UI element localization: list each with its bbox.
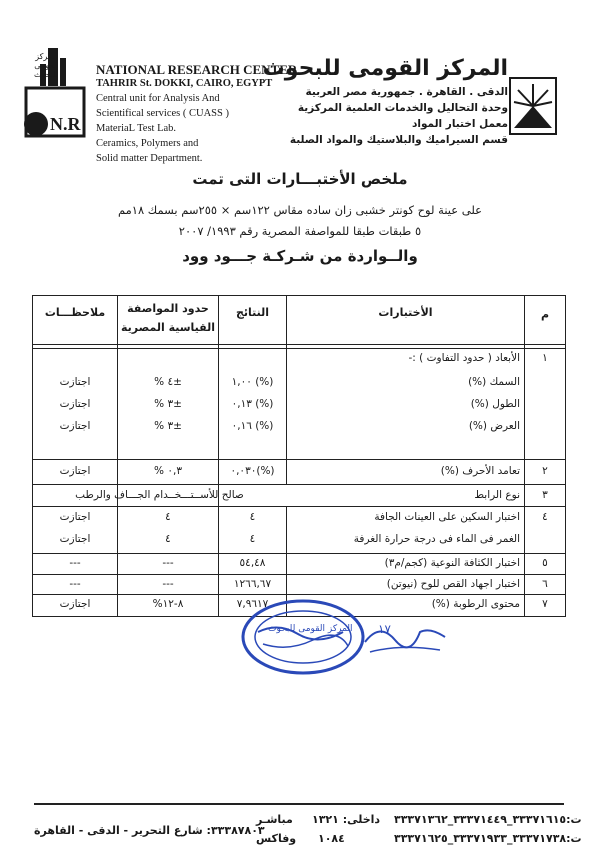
note: اجتازت <box>59 598 91 610</box>
dept-ar-line: قسم السيراميك والبلاستيك والمواد الصلبة <box>289 134 508 146</box>
extension-label: داخلى: <box>342 813 381 826</box>
test-result: ١٢٦٦,٦٧ <box>233 578 272 590</box>
results-table <box>32 295 566 617</box>
spec-limit: ±٤ % <box>154 376 182 388</box>
test-name: اختبار اجهاد القص للوح (نيوتن) <box>386 578 520 590</box>
standard-reference: ٥ طبقات طبقا للمواصفة المصرية رقم ١٩٩٣/ ٢٠٠٧ <box>178 224 422 238</box>
spec-limit: --- <box>162 578 174 590</box>
test-result: ٧,٩٦١٧ <box>236 598 269 610</box>
official-stamp <box>238 592 368 682</box>
header-limits: حدود المواصفة <box>127 302 209 315</box>
test-name: الأبعاد ( حدود التفاوت ) :- <box>408 352 520 364</box>
test-result: ٤ <box>249 533 256 545</box>
row-num: ٣ <box>542 489 548 501</box>
row-num: ٧ <box>542 598 548 610</box>
spec-limit: ٠,٣ % <box>154 465 182 477</box>
address-en: TAHRIR St. DOKKI, CAIRO, EGYPT <box>96 78 273 89</box>
note: اجتازت <box>59 533 91 545</box>
row-num: ٤ <box>542 511 548 523</box>
logo-arabic-text <box>34 52 58 79</box>
footer-direct-label: مباشـر <box>256 813 293 826</box>
center-name-en: NATIONAL RESEARCH CENTER <box>96 62 298 77</box>
stamp-text: المركز القومى للبحوث <box>268 624 353 634</box>
header-notes: ملاحظـــات <box>44 306 106 319</box>
row-num: ٦ <box>542 578 548 590</box>
lab-ar-line: معمل اختبار المواد <box>411 118 508 130</box>
note: --- <box>69 557 81 569</box>
company-line: والــواردة من شـركـة جـــود وود <box>182 247 418 265</box>
sample-description: على عينة لوح كونتر خشبى زان ساده مقاس ١٢٢سم × ٢٥٥سم بسمك ١٨مم <box>117 203 483 217</box>
header-limits: القياسية المصرية <box>120 321 215 334</box>
test-name: السمك (%) <box>468 376 520 388</box>
test-result: (%) ٠,١٦ <box>231 420 274 432</box>
spec-limit: --- <box>162 557 174 569</box>
note: اجتازت <box>59 398 91 410</box>
logo-text-line: للبحوث <box>34 70 59 79</box>
note: اجتازت <box>59 465 91 477</box>
test-result: ٥٤,٤٨ <box>239 557 266 569</box>
test-name: العرض (%) <box>468 420 520 432</box>
extension-value: ١٣٢١ <box>312 813 339 826</box>
note: اجتازت <box>59 511 91 523</box>
footer-address: ٣٣٣٨٧٨٠٣: شارع التحرير - الدقى - القاهرة <box>34 824 265 837</box>
footer-phones-2: ت:٣٣٣٧١٧٣٨_٣٣٣٧١٩٣٣_٣٣٣٧١٦٢٥ <box>394 832 582 845</box>
footer-extension <box>312 813 380 826</box>
svg-text:N.R: N.R <box>50 114 81 134</box>
row-num: ٥ <box>542 557 548 569</box>
test-result: (%)٠,٠٣٠ <box>230 465 275 477</box>
lab-en-line: MateriaL Test Lab. <box>96 123 177 134</box>
test-name: نوع الرابط <box>474 489 520 501</box>
spec-limit: ٤ <box>165 511 171 523</box>
unit-en-line: Central unit for Analysis And <box>96 93 220 104</box>
spec-limit: ±٣ % <box>154 398 182 410</box>
binder-result: صالح للأســتـــخــدام الجـــاف والرطب <box>75 489 244 501</box>
header-tests: الأختبارات <box>378 306 433 319</box>
test-name: اختبار الكثافة النوعية (كجم/م٣) <box>384 557 520 569</box>
signature-number: ١٧ <box>378 622 391 636</box>
unit-en-line: Scientifical services ( CUASS ) <box>96 108 229 119</box>
logo-text-line: المركز <box>35 52 58 61</box>
footer-phones-1: ت:٣٣٣٧١٦١٥_٣٣٣٧١٤٤٩_٣٣٣٧١٣٦٢ <box>394 813 582 826</box>
lab-emblem-icon <box>508 76 558 136</box>
note: --- <box>69 578 81 590</box>
footer-fax-ext: ١٠٨٤ <box>318 832 345 845</box>
spec-limit: ٤ <box>165 533 171 545</box>
test-result: (%) ٠,١٣ <box>231 398 274 410</box>
test-name: الطول (%) <box>470 398 520 410</box>
note: اجتازت <box>59 420 91 432</box>
footer-divider <box>34 803 564 805</box>
dept-en-line: Solid matter Department. <box>96 153 203 164</box>
address-ar: الدقى . القاهرة . جمهورية مصر العربية <box>305 86 508 98</box>
test-result: ٤ <box>249 511 256 523</box>
test-result: (%) ١,٠٠ <box>231 376 274 388</box>
center-name-ar: المركز القومى للبحوث <box>262 56 508 81</box>
test-name: الغمر فى الماء فى درجة حرارة الغرفة <box>353 533 520 545</box>
signature <box>360 612 450 662</box>
dept-en-line: Ceramics, Polymers and <box>96 138 199 149</box>
row-num: ٢ <box>542 465 548 477</box>
footer-fax-label: وفاكس <box>256 832 297 845</box>
header-results: النتائج <box>235 306 270 319</box>
document-title: ملخص الأختبـــارات التى تمت <box>192 170 408 188</box>
spec-limit: ±٣ % <box>154 420 182 432</box>
header-num: م <box>540 308 550 321</box>
test-name: تعامد الأحرف (%) <box>440 465 520 477</box>
unit-ar-line: وحدة التحاليل والخدمات العلمية المركزية <box>297 102 508 114</box>
row-num: ١ <box>542 352 548 364</box>
spec-limit: ٨-١٢% <box>152 598 184 610</box>
note: اجتازت <box>59 376 91 388</box>
test-name: اختبار السكين على العينات الجافة <box>374 511 520 523</box>
test-name: محتوى الرطوبة (%) <box>431 598 520 610</box>
logo-text-line: القومى <box>34 61 59 70</box>
